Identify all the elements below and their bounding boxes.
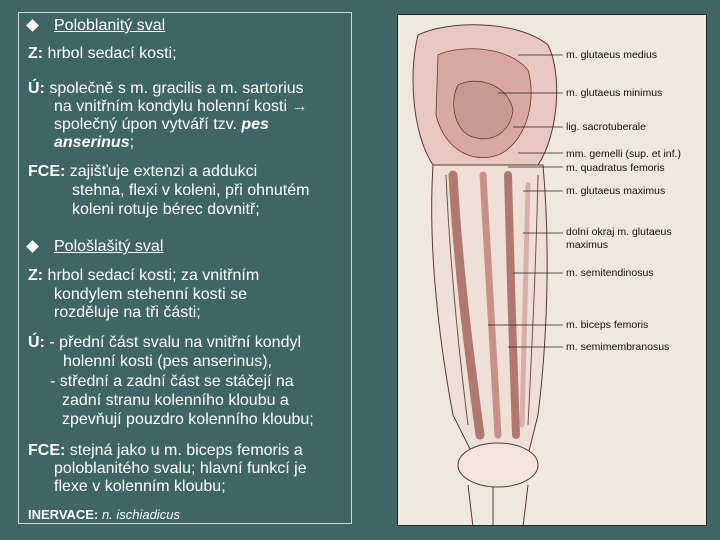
figure-label: m. biceps femoris xyxy=(566,319,649,331)
section1-insertion-line2: na vnitřním kondylu holenní kosti → xyxy=(54,98,308,115)
section2-insertion-line4: zadní stranu kolenního kloubu a xyxy=(62,392,289,409)
figure-label: lig. sacrotuberale xyxy=(566,121,646,133)
insertion-text: společný úpon vytváří tzv. xyxy=(54,116,237,133)
section2-function-line2: poloblanitého svalu; hlavní funkcí je xyxy=(54,460,307,477)
section2-insertion-line2: holenní kosti (pes anserinus), xyxy=(63,353,272,370)
insertion-label: Ú: xyxy=(28,80,45,97)
figure-label: mm. gemelli (sup. et inf.) xyxy=(566,148,681,160)
origin-text: hrbol sedací kosti; xyxy=(43,45,177,62)
figure-label: m. semimembranosus xyxy=(566,341,670,353)
section2-insertion-line5: zpevňují pouzdro kolenního kloubu; xyxy=(62,411,314,428)
function-label: FCE: xyxy=(28,442,66,459)
section1-origin xyxy=(28,44,177,63)
section1-function-line3: koleni rotuje bérec dovnitř; xyxy=(72,201,260,218)
origin-label: Z: xyxy=(28,267,44,284)
figure-label: m. quadratus femoris xyxy=(566,162,665,174)
section1-heading: Poloblanitý sval xyxy=(54,17,166,34)
term-anserinus: anserinus xyxy=(54,134,130,151)
term-pes: pes xyxy=(241,116,269,133)
section2-heading: Pološlašitý sval xyxy=(54,238,164,255)
innervation xyxy=(28,505,180,524)
insertion-text: společně s m. gracilis a m. sartorius xyxy=(44,80,304,97)
figure-label: m. glutaeus maximus xyxy=(566,185,666,197)
section2-function-line3: flexe v kolenním kloubu; xyxy=(54,478,226,495)
insertion-end: ; xyxy=(129,134,135,151)
section2-origin-line2: kondylem stehenní kosti se xyxy=(54,286,247,303)
insertion-label: Ú: xyxy=(28,334,45,351)
function-text: stejná jako u m. biceps femoris a xyxy=(65,442,303,459)
origin-label: Z: xyxy=(28,45,44,62)
section2-insertion-line1 xyxy=(28,333,301,352)
function-label: FCE: xyxy=(28,163,66,180)
section1-function-line2: stehna, flexi v koleni, při ohnutém xyxy=(72,182,310,199)
section2-insertion-line3: - střední a zadní část se stáčejí na xyxy=(50,373,294,390)
function-text: zajišťuje extenzi a addukci xyxy=(65,163,258,180)
section1-insertion-line3 xyxy=(54,115,269,134)
figure-label: m. semitendinosus xyxy=(566,267,654,279)
section2-origin-line3: rozděluje na tři části; xyxy=(54,304,201,321)
section2-origin-line1 xyxy=(28,266,259,285)
figure-label: dolní okraj m. glutaeus xyxy=(566,226,672,238)
figure-label: maximus xyxy=(566,239,609,251)
origin-text: hrbol sedací kosti; za vnitřním xyxy=(43,267,260,284)
figure-label: m. glutaeus minimus xyxy=(566,87,663,99)
innervation-value: n. ischiadicus xyxy=(101,507,180,522)
figure-label: m. glutaeus medius xyxy=(566,49,658,61)
insertion-text: - přední část svalu na vnitřní kondyl xyxy=(44,334,302,351)
section2-function-line1 xyxy=(28,441,303,460)
innervation-label: INERVACE: xyxy=(28,507,99,522)
section1-function-line1 xyxy=(28,162,257,181)
anatomy-figure xyxy=(397,14,707,526)
section1-insertion-line4 xyxy=(54,133,134,152)
section1-insertion-line1 xyxy=(28,79,304,98)
